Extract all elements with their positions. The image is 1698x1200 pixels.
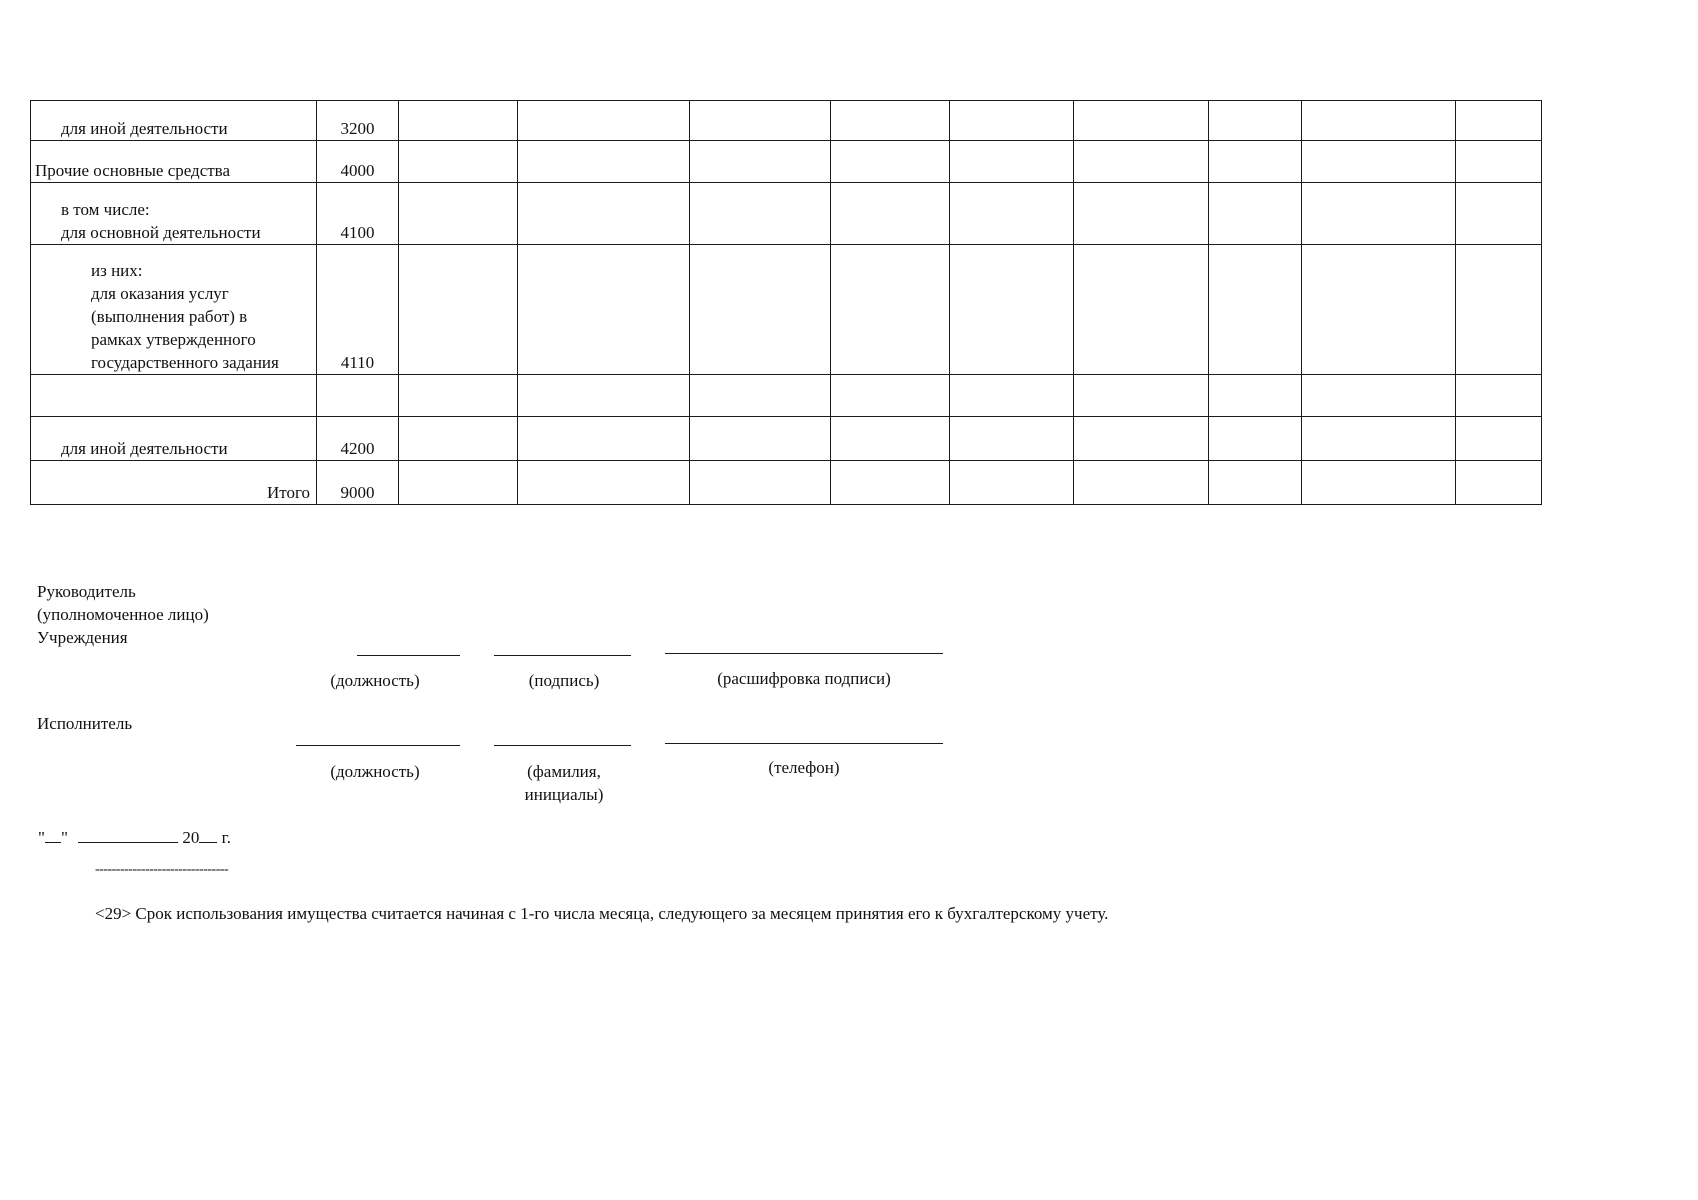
row-label: Прочие основные средства [31,141,317,183]
footnote-separator: -------------------------------- [95,862,229,877]
table-row [31,417,1542,461]
executor-name-caption: (фамилия, инициалы) [524,762,604,804]
signature-decoding-line[interactable] [665,653,943,654]
table-row [31,101,1542,141]
row-label [31,375,317,417]
row-label: для иной деятельности [31,417,317,461]
table-row [31,245,1542,375]
row-code: 3200 [317,101,399,141]
row-label: из них: для оказания услуг (выполнения работ) в рамках утвержденного государственного задания [31,245,317,375]
year-field[interactable] [199,842,217,843]
report-table [30,100,1542,505]
signature-line[interactable] [494,655,631,656]
executor-phone-line[interactable] [665,743,943,744]
table-row [31,183,1542,245]
row-code: 4110 [317,245,399,375]
row-label: в том числе: для основной деятельности [31,183,317,245]
month-field[interactable] [78,842,178,843]
date-line: " " 20 г. [38,828,231,847]
row-label: для иной деятельности [31,101,317,141]
executor-phone-caption: (телефон) [768,758,840,777]
head-label: Руководитель (уполномоченное лицо) Учреждения [37,582,209,647]
total-label: Итого [31,461,317,505]
row-code: 4000 [317,141,399,183]
executor-position-line[interactable] [296,745,460,746]
position-signature-line[interactable] [357,655,460,656]
signature-caption: (подпись) [528,671,600,690]
day-field[interactable] [45,842,61,843]
table-row [31,141,1542,183]
row-code: 4200 [317,417,399,461]
signature-decoding-caption: (расшифровка подписи) [717,669,891,688]
executor-label: Исполнитель [37,714,133,733]
row-code [317,375,399,417]
total-code: 9000 [317,461,399,505]
executor-name-line[interactable] [494,745,631,746]
footnote-text: <29> Срок использования имущества считается начиная с 1-го числа месяца, следующего за месяцем принятия его к бухгалтерскому учету. [95,904,1109,923]
table-row-total [31,461,1542,505]
position-caption: (должность) [330,671,420,690]
table-row [31,375,1542,417]
executor-position-caption: (должность) [330,762,420,781]
row-code: 4100 [317,183,399,245]
